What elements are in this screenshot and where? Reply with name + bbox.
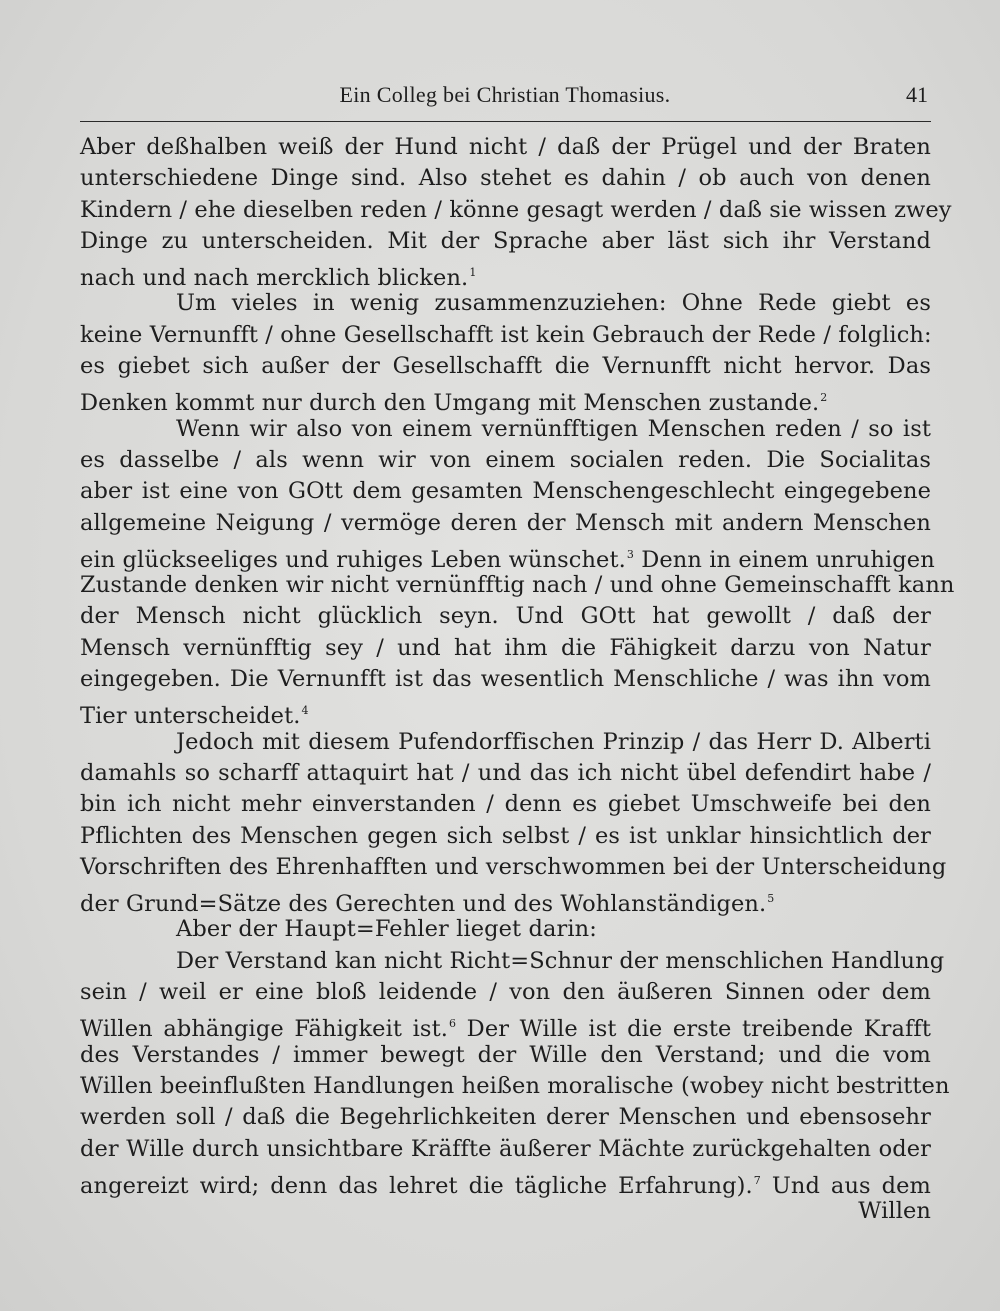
- line-text: Aber deßhalben weiß der Hund nicht / daß der Prügel und der Braten: [80, 134, 931, 160]
- line-text: bin ich nicht mehr einverstanden / denn es giebet Umschweife bei den: [80, 791, 931, 818]
- text-line: [80, 977, 931, 1008]
- text-line: [80, 695, 931, 730]
- line-text: der Wille durch unsichtbare Kräffte äußerer Mächte zurückgehalten oder: [80, 1135, 931, 1162]
- text-line: [80, 288, 931, 319]
- body-text: [80, 132, 955, 1227]
- text-line: [80, 1040, 931, 1071]
- line-text: nach und nach mercklich blicken.: [80, 265, 469, 292]
- text-line: [80, 1102, 931, 1133]
- line-text-continuation: Denn in einem unruhigen: [633, 546, 935, 573]
- line-text-continuation: Der Wille ist die erste treibende Krafft: [456, 1016, 931, 1043]
- line-text: sein / weil er eine bloß leidende / von den äußeren Sinnen oder dem: [80, 979, 931, 1006]
- text-line: [80, 163, 931, 194]
- line-text: des Verstandes / immer bewegt der Wille den Verstand; und die vom: [80, 1041, 931, 1068]
- footnote-marker: 5: [767, 892, 775, 906]
- text-line: [80, 1134, 931, 1165]
- text-line: [80, 1008, 931, 1043]
- text-line: [80, 914, 931, 945]
- line-text: Vorschriften des Ehrenhafften und verschwommen bei der Unterscheidung: [80, 853, 947, 880]
- footnote-marker: 1: [469, 266, 477, 280]
- text-line: [80, 195, 952, 226]
- line-text: es dasselbe / als wenn wir von einem socialen reden. Die Socialitas: [80, 446, 931, 473]
- line-text: werden soll / daß die Begehrlichkeiten derer Menschen und ebensosehr: [80, 1104, 931, 1131]
- text-line: [80, 789, 931, 820]
- line-text: der Grund=Sätze des Gerechten und des Wohlanständigen.: [80, 891, 767, 918]
- text-line: [80, 476, 931, 507]
- text-line: [80, 570, 955, 601]
- line-text: der Mensch nicht glücklich seyn. Und GOtt hat gewollt / daß der: [80, 603, 931, 630]
- text-line: [80, 351, 931, 382]
- text-line: [80, 727, 931, 758]
- header-rule: [80, 121, 931, 122]
- line-text-continuation: Und aus dem: [760, 1172, 931, 1199]
- footnote-marker: 4: [301, 704, 309, 718]
- text-line: [80, 414, 931, 445]
- text-line: [80, 1071, 950, 1102]
- text-line: [80, 946, 945, 977]
- text-line: [80, 539, 935, 573]
- line-text: Mensch vernünfftig sey / und hat ihm die Fähigkeit darzu von Natur: [80, 634, 931, 661]
- line-text: Pflichten des Menschen gegen sich selbst / es ist unklar hinsichtlich der: [80, 822, 931, 849]
- text-line: [80, 132, 931, 163]
- line-text: Wenn wir also von einem vernünfftigen Menschen reden / so ist: [176, 415, 931, 442]
- text-line: [80, 508, 931, 539]
- footnote-marker: 7: [753, 1173, 761, 1187]
- line-text: Willen: [858, 1198, 931, 1225]
- text-line: [80, 320, 931, 351]
- line-text: eingegeben. Die Vernunfft ist das wesentlich Menschliche / was ihn vom: [80, 666, 931, 693]
- text-line: [80, 445, 931, 476]
- running-head: [80, 78, 930, 114]
- running-title: Ein Colleg bei Christian Thomasius.: [339, 82, 671, 107]
- line-text: aber ist eine von GOtt dem gesamten Menschengeschlecht eingegebene: [80, 478, 931, 505]
- line-text: Um vieles in wenig zusammenzuziehen: Ohne Rede giebt es: [176, 290, 931, 317]
- text-line: [80, 226, 931, 257]
- text-line: [80, 1165, 931, 1199]
- line-text: Willen beeinflußten Handlungen heißen moralische (wobey nicht bestritten: [80, 1072, 950, 1099]
- line-text: unterschiedene Dinge sind. Also stehet es dahin / ob auch von denen: [80, 165, 931, 192]
- line-text: allgemeine Neigung / vermöge deren der Mensch mit andern Menschen: [80, 509, 931, 536]
- text-line: [80, 852, 947, 883]
- text-line: [80, 601, 931, 632]
- line-text: Willen abhängige Fähigkeit ist.: [80, 1016, 448, 1043]
- text-line: [80, 664, 931, 695]
- text-line: [80, 382, 931, 417]
- line-text: Dinge zu unterscheiden. Mit der Sprache aber läst sich ihr Verstand: [80, 227, 931, 254]
- line-text: keine Vernunfft / ohne Gesellschafft ist kein Gebrauch der Rede / folglich:: [80, 321, 932, 348]
- line-text: Kindern / ehe dieselben reden / könne gesagt werden / daß sie wissen zwey: [80, 196, 952, 223]
- footnote-marker: 2: [820, 391, 828, 405]
- line-text: Jedoch mit diesem Pufendorffischen Prinzip / das Herr D. Alberti: [176, 728, 931, 755]
- footnote-marker: 3: [626, 547, 634, 561]
- footnote-marker: 6: [448, 1017, 457, 1031]
- text-line: [80, 821, 931, 852]
- line-text: Denken kommt nur durch den Umgang mit Menschen zustande.: [80, 390, 820, 417]
- line-text: Aber der Haupt=Fehler lieget darin:: [176, 916, 597, 943]
- line-text: damahls so scharff attaquirt hat / und das ich nicht übel defendirt habe /: [80, 759, 931, 786]
- text-line: [80, 257, 931, 292]
- line-text: ein glückseeliges und ruhiges Leben wünschet.: [80, 546, 626, 573]
- line-text: angereizt wird; denn das lehret die tägliche Erfahrung).: [80, 1172, 753, 1199]
- line-text: es giebet sich außer der Gesellschafft die Vernunfft nicht hervor. Das: [80, 353, 931, 380]
- line-text: Tier unterscheidet.: [80, 703, 301, 730]
- text-line: [80, 633, 931, 664]
- text-line: [80, 883, 931, 918]
- line-text: Zustande denken wir nicht vernünfftig nach / und ohne Gemeinschafft kann: [80, 572, 955, 599]
- page-number: 41: [906, 82, 928, 107]
- line-text: Der Verstand kan nicht Richt=Schnur der menschlichen Handlung: [176, 947, 945, 974]
- text-line: [80, 758, 931, 789]
- text-line: [80, 1196, 931, 1227]
